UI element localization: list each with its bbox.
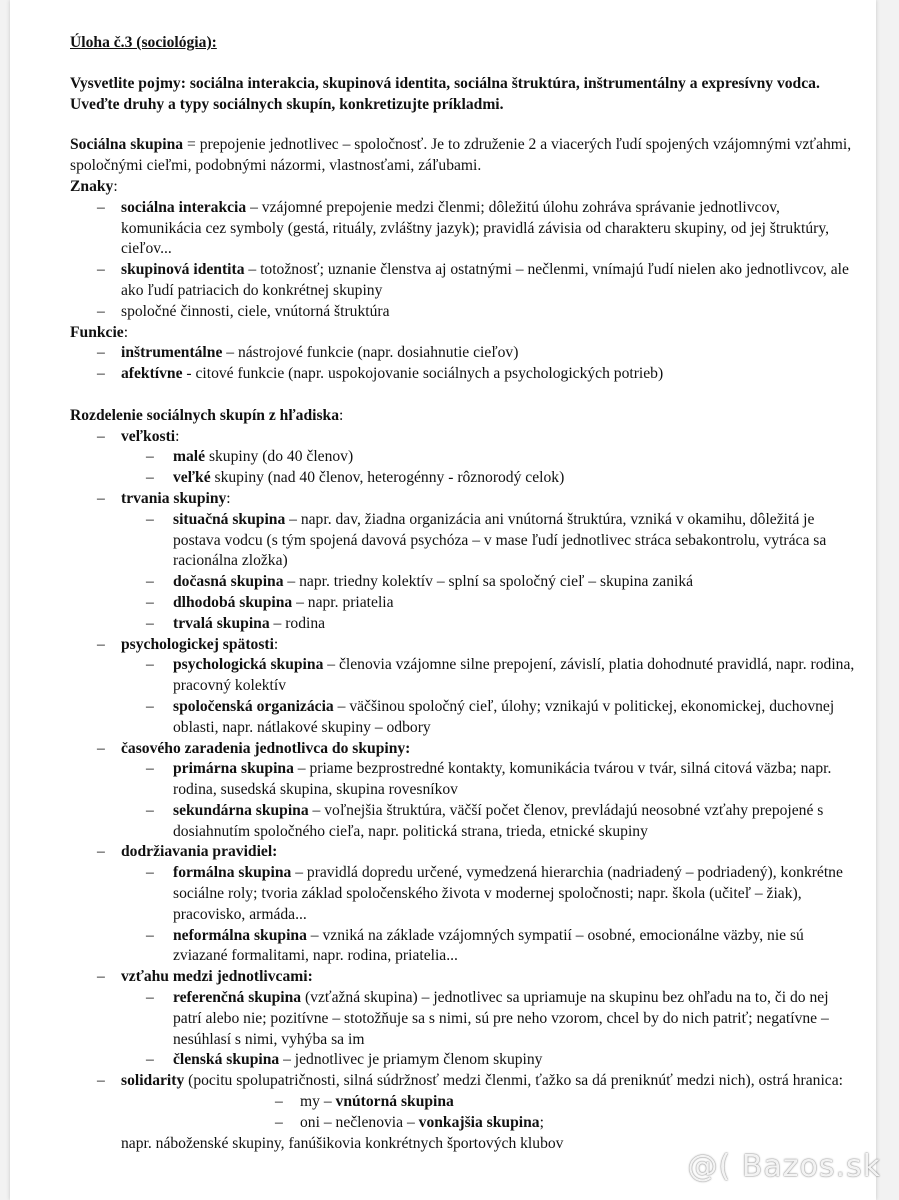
item-term: sekundárna skupina	[173, 801, 309, 819]
group-label: trvania skupiny	[121, 489, 227, 507]
item-text: – voľnejšia štruktúra, väčší počet členov, prevládajú neosobné vzťahy prepojené s dosiahnutím spoločného cieľa, napr. politická strana, trieda, etnické skupiny	[173, 801, 824, 840]
line-post: ;	[539, 1113, 544, 1131]
list-dash: –	[97, 1072, 105, 1090]
group-label: psychologickej spätosti	[121, 635, 274, 653]
item-text: – jednotlivec je priamym členom skupiny	[279, 1051, 543, 1069]
list-item	[70, 863, 860, 925]
group-heading	[70, 842, 860, 863]
znaky-list	[70, 198, 860, 323]
list-item	[70, 801, 860, 843]
list-item	[70, 1050, 860, 1071]
item-term: inštrumentálne	[121, 344, 223, 362]
item-text: – pravidlá dopredu určené, vymedzená hierarchia (nadriadený – podriadený), konkrétne sociálne roly; tvoria základ spoločenského života v modernej spoločnosti; napr. škola (učiteľ – žiak), pracovisko, armáda...	[173, 864, 843, 923]
item-term: dočasná skupina	[173, 573, 284, 591]
list-dash: –	[97, 427, 105, 445]
group-heading	[70, 739, 860, 760]
item-term: veľké	[173, 469, 211, 487]
document-title: Úloha č.3 (sociológia):	[70, 34, 217, 51]
list-item	[70, 593, 860, 614]
task-statement: Vysvetlite pojmy: sociálna interakcia, skupinová identita, sociálna štruktúra, inštrumentálny a expresívny vodca. Uveďte druhy a typy sociálnych skupín, konkretizujte príkladmi.	[70, 74, 820, 113]
list-dash: –	[146, 469, 154, 487]
line-pre: my –	[300, 1093, 336, 1111]
funkcie-heading: Funkcie:	[70, 323, 129, 341]
line-term: vonkajšia skupina	[418, 1113, 540, 1131]
list-item	[70, 198, 860, 260]
list-item	[70, 988, 860, 1050]
line-pre: oni – nečlenovia –	[300, 1113, 419, 1131]
item-text: – napr. priatelia	[292, 593, 394, 611]
list-item	[70, 260, 860, 302]
group-heading	[70, 427, 860, 448]
item-term: členská skupina	[173, 1051, 280, 1069]
item-text: (vzťažná skupina) – jednotlivec sa upriamuje na skupinu bez ohľadu na to, či do nej patrí alebo nie; pozitívne – stotožňuje sa s nimi, sú pre neho vzorom, chcel by do nich patriť; negatívne – nesúhlasí s nimi, vyhýba sa im	[173, 989, 829, 1048]
group-colon: :	[175, 427, 180, 445]
list-item	[70, 510, 860, 572]
list-item	[70, 447, 860, 468]
item-text: – nástrojové funkcie (napr. dosiahnutie cieľov)	[222, 344, 519, 362]
item-term: primárna skupina	[173, 760, 294, 778]
line-term: vnútorná skupina	[335, 1093, 454, 1111]
list-dash: –	[97, 489, 105, 507]
bazos-watermark: @( Bazos.sk	[687, 1149, 881, 1184]
znaky-heading: Znaky:	[70, 177, 118, 195]
list-dash: –	[97, 635, 105, 653]
intro-paragraph	[70, 135, 860, 177]
item-term: malé	[173, 448, 206, 466]
list-item	[70, 655, 860, 697]
list-item	[70, 572, 860, 593]
item-term: neformálna skupina	[173, 926, 307, 944]
list-dash: –	[146, 989, 154, 1007]
item-text: – vzájomné prepojenie medzi členmi; dôležitú úlohu zohráva správanie jednotlivcov, komunikácia cez symboly (gestá, rituály, zvláštny jazyk); pravidlá závisia od charakteru skupiny, od jej štruktúry, cieľov...	[121, 198, 829, 258]
list-item	[70, 926, 860, 968]
list-item	[70, 343, 860, 364]
item-text: – napr. triedny kolektív – splní sa spoločný cieľ – skupina zaniká	[283, 573, 694, 591]
list-dash: –	[97, 843, 105, 861]
item-term: referenčná skupina	[173, 989, 302, 1007]
item-text: skupiny (nad 40 členov, heterogénny - rôznorodý celok)	[210, 469, 565, 487]
list-dash: –	[146, 1051, 154, 1069]
document-body	[70, 33, 860, 1154]
list-dash: –	[97, 968, 105, 986]
item-text: – rodina	[269, 614, 326, 632]
item-text: - citové funkcie (napr. uspokojovanie sociálnych a psychologických potrieb)	[182, 365, 664, 383]
item-term: formálna skupina	[173, 864, 292, 882]
list-item	[70, 697, 860, 739]
list-dash: –	[146, 864, 154, 882]
list-dash: –	[146, 573, 154, 591]
intro-text: = prepojenie jednotlivec – spoločnosť. Je to združenie 2 a viacerých ľudí spojených vzájomnými vzťahmi, spoločnými cieľmi, podobnými názormi, vlastnosťami, záľubami.	[70, 136, 852, 175]
item-text: skupiny (do 40 členov)	[205, 448, 354, 466]
list-dash: –	[97, 198, 105, 216]
solidarity-example: napr. náboženské skupiny, fanúšikovia konkrétnych športových klubov	[121, 1134, 564, 1152]
solidarity-line	[70, 1092, 860, 1113]
item-text: – členovia vzájomne silne prepojení, závislí, platia dohodnuté pravidlá, napr. rodina, pracovný kolektív	[173, 656, 855, 695]
item-term: situačná skupina	[173, 510, 286, 528]
item-term: skupinová identita	[121, 261, 245, 279]
list-dash: –	[275, 1113, 283, 1131]
solidarity-lines	[70, 1092, 860, 1134]
item-term: psychologická skupina	[173, 656, 324, 674]
item-text: – väčšinou spoločný cieľ, úlohy; vznikajú v politickej, ekonomickej, duchovnej oblasti, napr. nátlakové skupiny – odbory	[173, 697, 835, 736]
item-text: – napr. dav, žiadna organizácia ani vnútorná štruktúra, vzniká v okamihu, dôležitá je postava vodcu (s tým spojená davová psychóza – v mase ľudí jednotlivec stráca sebakontrolu, vytráca sa racionálna zložka)	[173, 510, 827, 570]
solidarity-text: (pocitu spolupatričnosti, silná súdržnosť medzi členmi, ťažko sa dá preniknúť medzi nich), ostrá hranica:	[184, 1072, 843, 1090]
solidarity-label: solidarity	[121, 1072, 185, 1090]
list-dash: –	[97, 365, 105, 383]
list-dash: –	[146, 614, 154, 632]
list-dash: –	[97, 739, 105, 757]
rozdelenie-list	[70, 427, 860, 1072]
group-heading	[70, 489, 860, 510]
list-dash: –	[275, 1093, 283, 1111]
group-label: vzťahu medzi jednotlivcami:	[121, 968, 313, 986]
item-term: dlhodobá skupina	[173, 593, 293, 611]
list-item	[70, 759, 860, 801]
item-term: sociálna interakcia	[121, 198, 247, 216]
intro-term: Sociálna skupina	[70, 136, 184, 154]
group-label: časového zaradenia jednotlivca do skupiny:	[121, 739, 411, 757]
item-text: – vzniká na základe vzájomných sympatií – osobné, emocionálne väzby, nie sú zviazané formalitami, napr. rodina, priatelia...	[173, 926, 804, 965]
item-text: spoločné činnosti, ciele, vnútorná štruktúra	[121, 302, 390, 320]
funkcie-list	[70, 343, 860, 385]
item-text: – totožnosť; uznanie členstva aj ostatnými – nečlenmi, vnímajú ľudí nielen ako jednotlivcov, ale ako ľudí patriacich do konkrétnej skupiny	[121, 261, 849, 299]
item-term: trvalá skupina	[173, 614, 270, 632]
list-item	[70, 364, 860, 385]
list-dash: –	[97, 302, 105, 320]
list-dash: –	[146, 760, 154, 778]
solidarity-line	[70, 1113, 860, 1134]
list-dash: –	[97, 344, 105, 362]
list-dash: –	[146, 926, 154, 944]
group-colon: :	[273, 635, 279, 653]
group-label: dodržiavania pravidiel:	[121, 843, 278, 861]
list-dash: –	[146, 656, 154, 674]
group-colon: :	[226, 489, 231, 507]
list-dash: –	[146, 448, 154, 466]
group-label: veľkosti	[121, 427, 176, 445]
solidarity-item	[70, 1071, 860, 1092]
group-heading	[70, 635, 860, 656]
list-dash: –	[146, 510, 154, 528]
list-dash: –	[146, 801, 154, 819]
list-dash: –	[146, 593, 154, 611]
list-item	[70, 614, 860, 635]
list-dash: –	[97, 261, 105, 279]
list-dash: –	[146, 697, 154, 715]
list-item	[70, 468, 860, 489]
item-term: spoločenská organizácia	[173, 697, 334, 715]
item-text: – priame bezprostredné kontakty, komunikácia tvárou v tvár, silná citová väzba; napr. rodina, susedská skupina, skupina rovesníkov	[173, 760, 832, 799]
item-term: afektívne	[121, 365, 183, 383]
list-item	[70, 302, 860, 323]
group-heading	[70, 967, 860, 988]
rozdelenie-heading: Rozdelenie sociálnych skupín z hľadiska:	[70, 406, 344, 424]
document-page	[10, 0, 876, 1200]
